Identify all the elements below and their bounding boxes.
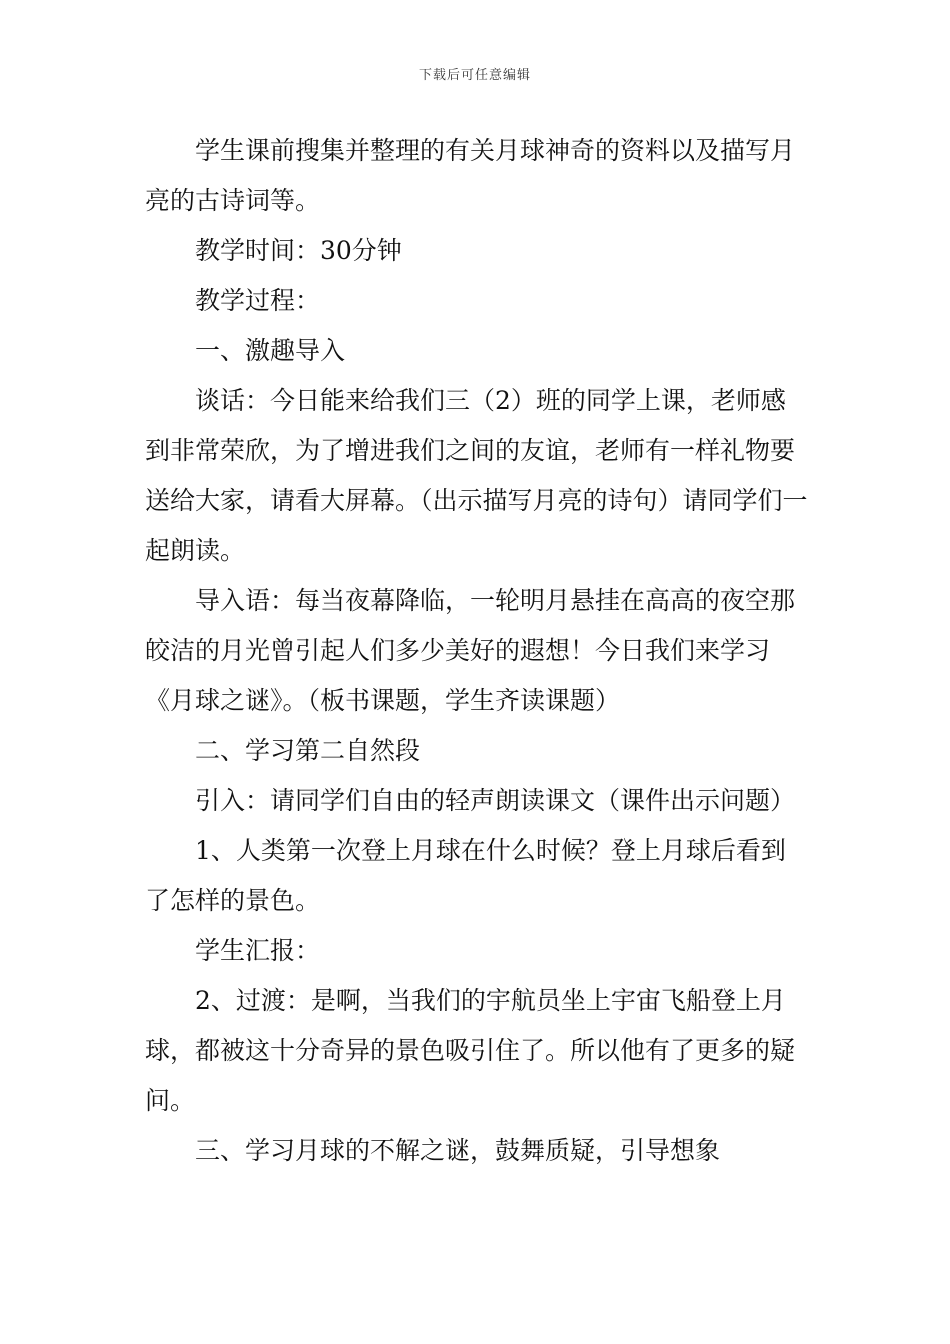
section-heading-2: 二、学习第二自然段 (195, 736, 421, 765)
paragraph-intro-speech: 导入语：每当夜幕降临，一轮明月悬挂在高高的夜空那皎洁的月光曾引起人们多少美好的遐想！今日我们来学习《月球之谜》。（板书课题，学生齐读课题） (145, 586, 796, 715)
paragraph-teaching-time: 教学时间：30分钟 (195, 236, 402, 265)
paragraph-lead-in: 引入：请同学们自由的轻声朗读课文（课件出示问题） (195, 786, 796, 815)
paragraph-transition: 2、过渡：是啊，当我们的宇航员坐上宇宙飞船登上月球，都被这十分奇异的景色吸引住了。所以他有了更多的疑问。 (145, 986, 796, 1115)
paragraph-student-report: 学生汇报： (195, 936, 321, 965)
paragraph-materials: 学生课前搜集并整理的有关月球神奇的资料以及描写月亮的古诗词等。 (145, 136, 796, 215)
section-heading-3: 三、学习月球的不解之谜，鼓舞质疑，引导想象 (195, 1136, 721, 1165)
page-header: 下载后可任意编辑 (418, 68, 531, 83)
paragraph-teaching-process: 教学过程： (195, 286, 321, 315)
paragraph-question-1: 1、人类第一次登上月球在什么时候？登上月球后看到了怎样的景色。 (145, 836, 786, 915)
paragraph-talk: 谈话：今日能来给我们三（2）班的同学上课，老师感到非常荣欣，为了增进我们之间的友谊，老师有一样礼物要送给大家，请看大屏幕。（出示描写月亮的诗句）请同学们一起朗读。 (145, 386, 808, 565)
document-body (145, 126, 810, 1176)
section-heading-1: 一、激趣导入 (195, 336, 346, 365)
